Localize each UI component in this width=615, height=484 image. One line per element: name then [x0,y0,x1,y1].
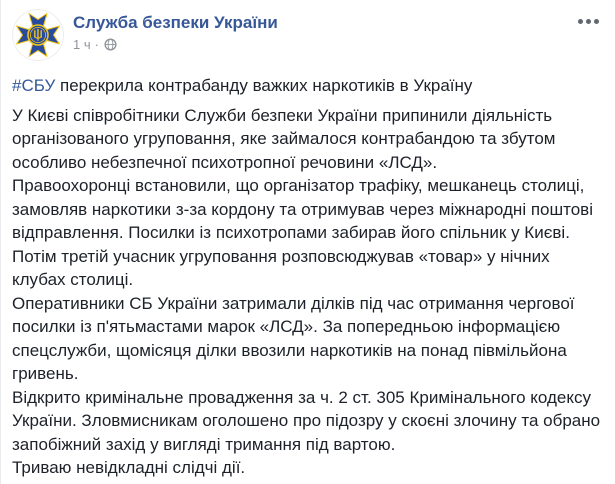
post-title-text: перекрила контрабанду важких наркотиків в Україну [55,76,473,95]
ellipsis-icon [594,19,599,24]
post-paragraph: Правоохоронці встановили, що організатор трафіку, мешканець столиці, замовляв наркотики з-за кордону та отримував через міжнародні поштові відправлення. Посилки із психотропами забирав його спільник у Києві. Потім третій учасник угруповання розповсюджував «товар» у нічних клубах столиці. [12,176,593,289]
ellipsis-icon [586,19,591,24]
post-paragraph: Триваю невідкладні слідчі дії. [12,458,246,477]
hashtag-link[interactable]: #СБУ [12,76,56,95]
facebook-post [1,0,615,480]
ellipsis-icon [578,19,583,24]
timestamp[interactable]: 1 ч [73,37,91,52]
page-name-link[interactable]: Служба безпеки України [73,13,278,32]
post-text [12,74,603,480]
more-options-button[interactable] [576,15,601,28]
dot-separator: · [94,37,99,52]
sbu-page-avatar[interactable] [12,9,64,61]
post-paragraph: Оперативники СБ України затримали ділків під час отримання чергової посилки із п'ятьмастами марок «ЛСД». За попередньою інформацією спецслужби, щомісяця ділки ввозили наркотиків на понад півмільйона гривень. [12,293,575,383]
timestamp-row[interactable] [73,37,278,52]
header-meta [73,9,278,52]
post-paragraph: Відкрито кримінальне провадження за ч. 2 ст. 305 Кримінального кодексу України. Зловмисникам оголошено про підозру у скоєні злочину та обрано запобіжний захід у вигляді тримання під вартою. [12,387,601,454]
globe-icon [104,38,117,51]
post-title-line [12,74,603,98]
post-paragraph: У Києві співробітники Служби безпеки України припинили діяльність організованого угруповання, яке займалося контрабандою та збутом особливо небезпечної психотропної речовини «ЛСД». [12,105,556,172]
post-header [12,9,603,61]
